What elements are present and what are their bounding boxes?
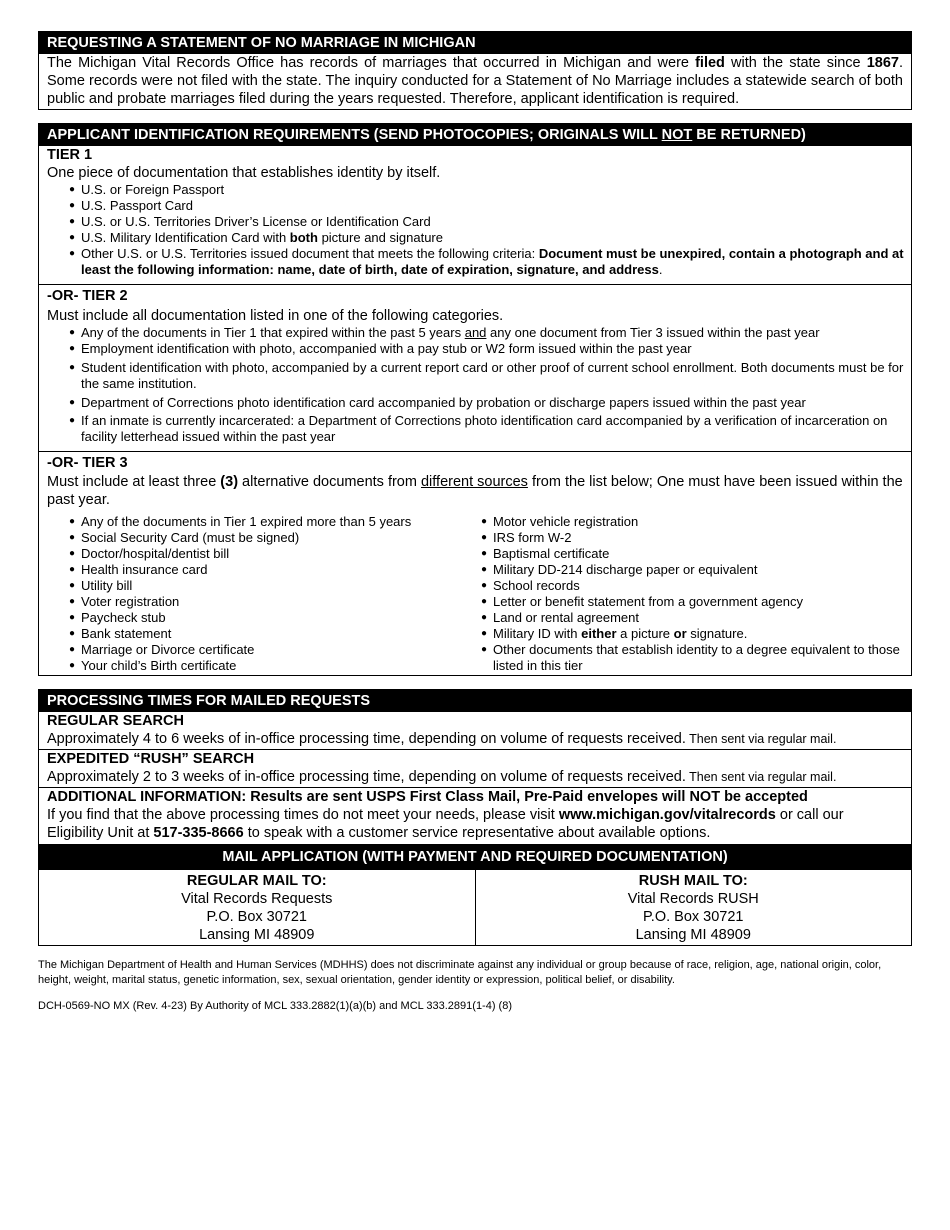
eligibility-phone: 517-335-8666 [153, 825, 244, 841]
tier3-list-left [39, 514, 449, 674]
list-item: ● Paycheck stub [69, 610, 449, 626]
list-item: ● Health insurance card [69, 562, 449, 578]
additional-info-text: If you find that the above processing times do not meet your needs, please visit www.michigan.gov/vitalrecords or call our Eligibility Unit at 517-335-8666 to speak with a customer service representative about available options. [47, 807, 844, 841]
tier2-title: -OR- TIER 2 [47, 288, 128, 304]
intro-section [38, 31, 912, 110]
vitalrecords-link[interactable]: www.michigan.gov/vitalrecords [558, 807, 776, 823]
rush-search-block [39, 749, 911, 787]
mail-addresses [38, 870, 912, 946]
list-item: ● Your child’s Birth certificate [69, 658, 449, 674]
list-item: ● School records [481, 578, 911, 594]
list-item: ● Baptismal certificate [481, 546, 911, 562]
list-item: ● U.S. Military Identification Card with both picture and signature [69, 230, 911, 246]
list-item: ● Utility bill [69, 578, 449, 594]
tier2-intro: Must include all documentation listed in one of the following categories. [47, 308, 504, 324]
list-item: ● U.S. Passport Card [69, 198, 911, 214]
tier3-title: -OR- TIER 3 [47, 455, 128, 471]
rush-mail-line2: P.O. Box 30721 [642, 909, 744, 925]
additional-info-title: ADDITIONAL INFORMATION: Results are sent USPS First Class Mail, Pre-Paid envelopes will NOT be accepted [47, 789, 808, 805]
id-requirements-section [38, 123, 912, 676]
list-item: ● Student identification with photo, accompanied by a current report card or other proof of current school enrollment. Both documents must be for the same institution. [69, 360, 911, 392]
list-item: ● Any of the documents in Tier 1 that expired within the past 5 years and any one document from Tier 3 issued within the past year [69, 325, 911, 341]
tier2-list [39, 325, 911, 445]
rush-mail-line1: Vital Records RUSH [627, 891, 759, 907]
tier1-block [39, 146, 911, 284]
tier2-block [39, 284, 911, 451]
list-item: ● Land or rental agreement [481, 610, 911, 626]
list-item: ● Military DD-214 discharge paper or equivalent [481, 562, 911, 578]
list-item: ● Department of Corrections photo identification card accompanied by probation or discharge papers issued within the past year [69, 395, 911, 411]
rush-mail-address [475, 870, 912, 945]
processing-times-title: PROCESSING TIMES FOR MAILED REQUESTS [39, 690, 911, 712]
regular-search-text: Approximately 4 to 6 weeks of in-office processing time, depending on volume of requests received. Then sent via regular mail. [47, 731, 837, 747]
list-item: ● Bank statement [69, 626, 449, 642]
tier3-list-right [449, 514, 911, 674]
form-id: DCH-0569-NO MX (Rev. 4-23) By Authority of MCL 333.2882(1)(a)(b) and MCL 333.2891(1-4) (8) [38, 1000, 513, 1012]
rush-search-text: Approximately 2 to 3 weeks of in-office processing time, depending on volume of requests received. Then sent via regular mail. [47, 769, 837, 785]
intro-text: The Michigan Vital Records Office has records of marriages that occurred in Michigan and were filed with the state since 1867. Some records were not filed with the state. The inquiry conducted for a Statement of No Marriage includes a statewide search of both public and probate marriages filed during the years requested. Therefore, applicant identification is required. [47, 55, 903, 107]
list-item: ● Any of the documents in Tier 1 expired more than 5 years [69, 514, 449, 530]
tier1-list [39, 182, 911, 278]
list-item: ● Marriage or Divorce certificate [69, 642, 449, 658]
regular-mail-heading: REGULAR MAIL TO: [186, 873, 327, 889]
id-requirements-title: APPLICANT IDENTIFICATION REQUIREMENTS (SEND PHOTOCOPIES; ORIGINALS WILL NOT BE RETURNED) [39, 124, 911, 146]
tier1-title: TIER 1 [47, 147, 93, 163]
list-item: ● Other documents that establish identity to a degree equivalent to those listed in this tier [481, 642, 911, 674]
list-item: ● If an inmate is currently incarcerated: a Department of Corrections photo identification card accompanied by a verification of incarceration on facility letterhead issued within the past year [69, 413, 911, 445]
rush-mail-heading: RUSH MAIL TO: [638, 873, 748, 889]
list-item: ● Other U.S. or U.S. Territories issued document that meets the following criteria: Document must be unexpired, contain a photograph and at least the following information: name, date of birth, date of expiration, signature, and address. [69, 246, 911, 278]
mail-application-title: MAIL APPLICATION (WITH PAYMENT AND REQUIRED DOCUMENTATION) [39, 844, 911, 870]
regular-mail-line2: P.O. Box 30721 [206, 909, 307, 925]
tier3-block [39, 451, 911, 675]
list-item: ● IRS form W-2 [481, 530, 911, 546]
list-item: ● Motor vehicle registration [481, 514, 911, 530]
tier3-columns [39, 509, 911, 675]
list-item: ● U.S. or Foreign Passport [69, 182, 911, 198]
processing-times-section [38, 689, 912, 870]
list-item: ● U.S. or U.S. Territories Driver’s License or Identification Card [69, 214, 911, 230]
list-item: ● Military ID with either a picture or signature. [481, 626, 911, 642]
regular-search-block [39, 712, 911, 749]
rush-search-title: EXPEDITED “RUSH” SEARCH [47, 751, 255, 767]
additional-info-block [39, 787, 911, 844]
tier1-intro: One piece of documentation that establishes identity by itself. [47, 165, 441, 181]
list-item: ● Letter or benefit statement from a government agency [481, 594, 911, 610]
regular-mail-line3: Lansing MI 48909 [199, 927, 315, 943]
nondiscrimination-notice: The Michigan Department of Health and Human Services (MDHHS) does not discriminate against any individual or group because of race, religion, age, national origin, color, height, weight, marital status, genetic information, sex, sexual orientation, gender identity or expression, political belief, or disability. [38, 959, 882, 986]
regular-mail-line1: Vital Records Requests [181, 891, 333, 907]
regular-mail-address [39, 870, 475, 945]
intro-title: REQUESTING A STATEMENT OF NO MARRIAGE IN MICHIGAN [39, 32, 911, 54]
rush-mail-line3: Lansing MI 48909 [635, 927, 751, 943]
list-item: ● Social Security Card (must be signed) [69, 530, 449, 546]
regular-search-title: REGULAR SEARCH [47, 713, 184, 729]
list-item: ● Voter registration [69, 594, 449, 610]
list-item: ● Employment identification with photo, accompanied with a pay stub or W2 form issued within the past year [69, 341, 911, 357]
list-item: ● Doctor/hospital/dentist bill [69, 546, 449, 562]
tier3-intro: Must include at least three (3) alternative documents from different sources from the list below; One must have been issued within the past year. [47, 474, 903, 508]
